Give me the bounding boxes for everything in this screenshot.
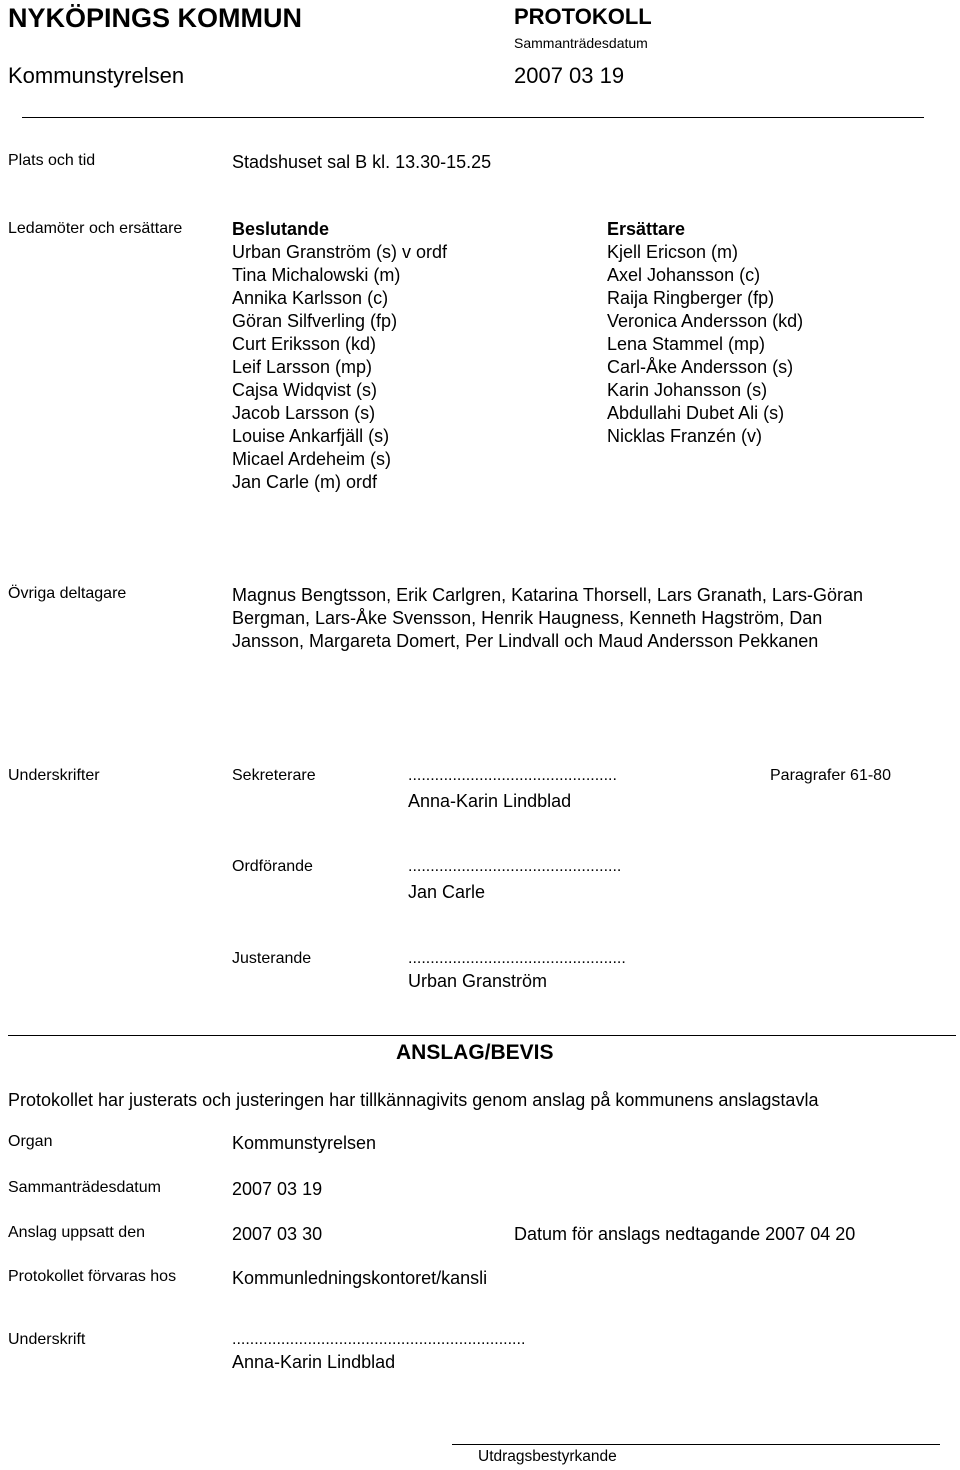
- posted-label: Anslag uppsatt den: [8, 1224, 145, 1241]
- members-label: Ledamöter och ersättare: [8, 220, 183, 237]
- others-label: Övriga deltagare: [8, 585, 127, 602]
- removal-date: Datum för anslags nedtagande 2007 04 20: [514, 1224, 856, 1244]
- deciding-member: Jan Carle (m) ordf: [232, 472, 378, 492]
- deciding-heading: Beslutande: [232, 219, 330, 239]
- adjuster-name: Urban Granström: [408, 971, 548, 991]
- committee-name: Kommunstyrelsen: [8, 63, 185, 88]
- notice-statement: Protokollet har justerats och justeringen har tillkännagivits genom anslag på kommunens anslagstavla: [8, 1090, 819, 1110]
- deciding-member: Annika Karlsson (c): [232, 288, 389, 308]
- deciding-list: [232, 218, 447, 494]
- secretary-signature-line: ...............................................: [408, 767, 617, 784]
- deciding-member: Cajsa Widqvist (s): [232, 380, 378, 400]
- substitute-member: Kjell Ericson (m): [607, 242, 739, 262]
- header-divider: [22, 117, 924, 118]
- signature-name: Anna-Karin Lindblad: [232, 1352, 396, 1372]
- paragraph-range: Paragrafer 61-80: [770, 767, 891, 784]
- meeting-date-value: 2007 03 19: [232, 1179, 323, 1199]
- municipality-title: NYKÖPINGS KOMMUN: [8, 3, 303, 33]
- document-type: PROTOKOLL: [514, 4, 652, 29]
- deciding-member: Louise Ankarfjäll (s): [232, 426, 390, 446]
- substitute-member: Karin Johansson (s): [607, 380, 768, 400]
- date-label: Sammanträdesdatum: [514, 35, 648, 51]
- substitute-member: Abdullahi Dubet Ali (s): [607, 403, 785, 423]
- deciding-member: Göran Silfverling (fp): [232, 311, 398, 331]
- place-time-value: Stadshuset sal B kl. 13.30-15.25: [232, 152, 492, 172]
- signature-line: ..................................................................: [232, 1331, 526, 1348]
- footer-text: Utdragsbestyrkande: [478, 1448, 617, 1465]
- meeting-date: 2007 03 19: [514, 63, 625, 88]
- substitute-member: Raija Ringberger (fp): [607, 288, 775, 308]
- others-line: Jansson, Margareta Domert, Per Lindvall och Maud Andersson Pekkanen: [232, 631, 819, 651]
- posted-value: 2007 03 30: [232, 1224, 323, 1244]
- organ-value: Kommunstyrelsen: [232, 1133, 377, 1153]
- deciding-member: Urban Granström (s) v ordf: [232, 242, 448, 262]
- secretary-role: Sekreterare: [232, 767, 316, 784]
- substitute-member: Veronica Andersson (kd): [607, 311, 804, 331]
- deciding-member: Micael Ardeheim (s): [232, 449, 392, 469]
- substitute-member: Lena Stammel (mp): [607, 334, 766, 354]
- kept-label: Protokollet förvaras hos: [8, 1268, 177, 1285]
- adjuster-role: Justerande: [232, 950, 312, 967]
- place-time-label: Plats och tid: [8, 152, 96, 169]
- others-line: Magnus Bengtsson, Erik Carlgren, Katarina Thorsell, Lars Granath, Lars-Göran: [232, 585, 863, 605]
- chair-signature-line: ................................................: [408, 858, 622, 875]
- deciding-member: Jacob Larsson (s): [232, 403, 376, 423]
- organ-label: Organ: [8, 1133, 53, 1150]
- substitute-member: Axel Johansson (c): [607, 265, 761, 285]
- secretary-name: Anna-Karin Lindblad: [408, 791, 572, 811]
- substitute-member: Carl-Åke Andersson (s): [607, 357, 794, 377]
- chair-role: Ordförande: [232, 858, 313, 875]
- deciding-member: Leif Larsson (mp): [232, 357, 373, 377]
- deciding-member: Curt Eriksson (kd): [232, 334, 377, 354]
- signature-label: Underskrift: [8, 1331, 86, 1348]
- adjuster-signature-line: .................................................: [408, 950, 626, 967]
- notice-heading: ANSLAG/BEVIS: [396, 1041, 554, 1064]
- others-line: Bergman, Lars-Åke Svensson, Henrik Haugness, Kenneth Hagström, Dan: [232, 608, 823, 628]
- substitute-member: Nicklas Franzén (v): [607, 426, 763, 446]
- substitutes-heading: Ersättare: [607, 219, 686, 239]
- deciding-member: Tina Michalowski (m): [232, 265, 401, 285]
- substitutes-list: [607, 218, 803, 448]
- chair-name: Jan Carle: [408, 882, 486, 902]
- others-list: [232, 584, 863, 653]
- notice-divider: [8, 1035, 956, 1036]
- meeting-date-label: Sammanträdesdatum: [8, 1179, 161, 1196]
- signatures-label: Underskrifter: [8, 767, 100, 784]
- kept-value: Kommunledningskontoret/kansli: [232, 1268, 488, 1288]
- footer-divider: [452, 1444, 940, 1445]
